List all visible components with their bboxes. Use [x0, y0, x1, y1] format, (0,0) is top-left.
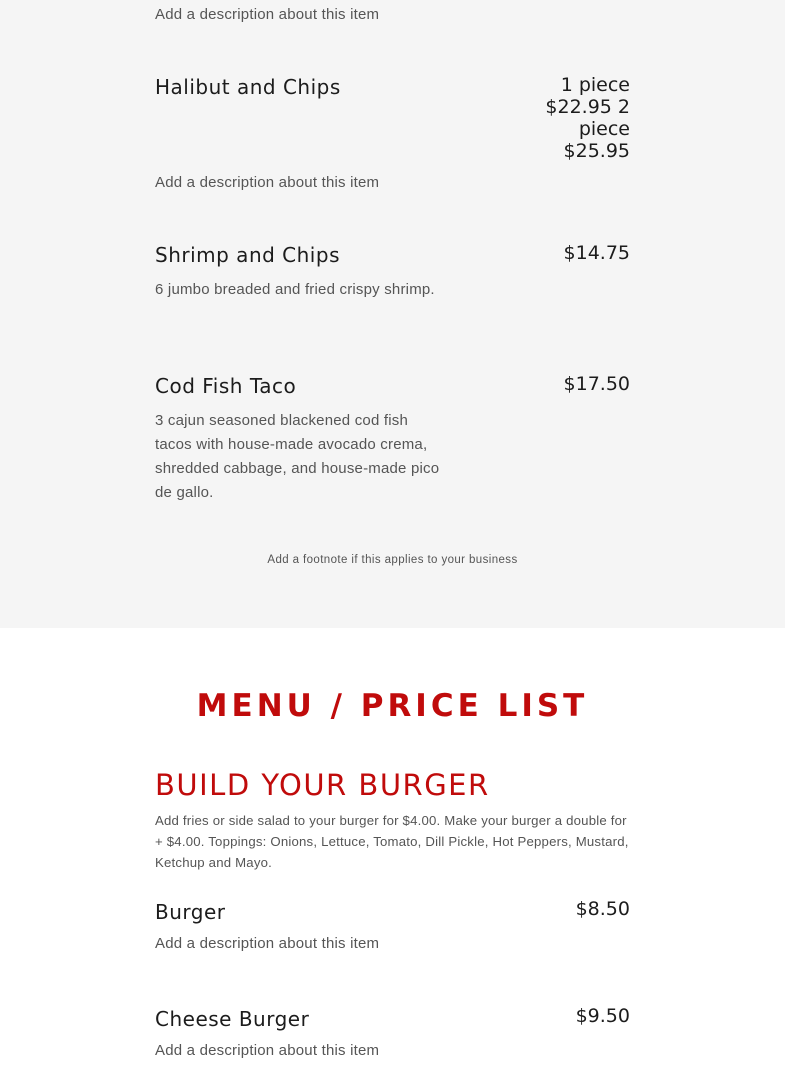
category-description: Add fries or side salad to your burger for $4.00. Make your burger a double for + $4.00. Toppings: Onions, Lettuce, Tomato, Dill Pickle, Hot Peppers, Mustard, Ketchup and Mayo.: [155, 813, 629, 870]
item-description: Add a description about this item: [155, 6, 380, 23]
item-price-line: $25.95: [563, 140, 630, 162]
item-price: $8.50: [575, 898, 630, 920]
category-title: BUILD YOUR BURGER: [155, 768, 490, 802]
item-name: Cod Fish Taco: [155, 374, 297, 398]
menu-item-halibut-and-chips: [0, 70, 785, 200]
footnote: Add a footnote if this applies to your business: [267, 554, 518, 566]
item-name: Halibut and Chips: [155, 75, 341, 99]
item-price-line: 1 piece: [560, 74, 630, 96]
menu-item-burger: [0, 895, 785, 965]
item-name: Cheese Burger: [155, 1007, 310, 1031]
menu-title: MENU / PRICE LIST: [196, 688, 589, 724]
item-description: 3 cajun seasoned blackened cod fish tacos with house-made avocado crema, shredded cabbage, and house-made pico de gallo.: [155, 412, 440, 501]
item-price: $9.50: [575, 1005, 630, 1027]
item-description: Add a description about this item: [155, 174, 380, 191]
item-price-line: $22.95 2: [545, 96, 630, 118]
item-price: [530, 74, 630, 162]
item-description: 6 jumbo breaded and fried crispy shrimp.: [155, 281, 435, 298]
item-description: Add a description about this item: [155, 935, 380, 952]
menu-item-shrimp-and-chips: [0, 240, 785, 330]
item-price: $14.75: [563, 242, 630, 264]
menu-item-cod-fish-taco: [0, 371, 785, 511]
item-name: Burger: [155, 900, 226, 924]
item-price-line: piece: [578, 118, 630, 140]
item-name: Shrimp and Chips: [155, 243, 340, 267]
item-price: $17.50: [563, 373, 630, 395]
menu-item-cheese-burger: [0, 1002, 785, 1072]
burger-section: [0, 628, 785, 1081]
item-description: Add a description about this item: [155, 1042, 380, 1059]
